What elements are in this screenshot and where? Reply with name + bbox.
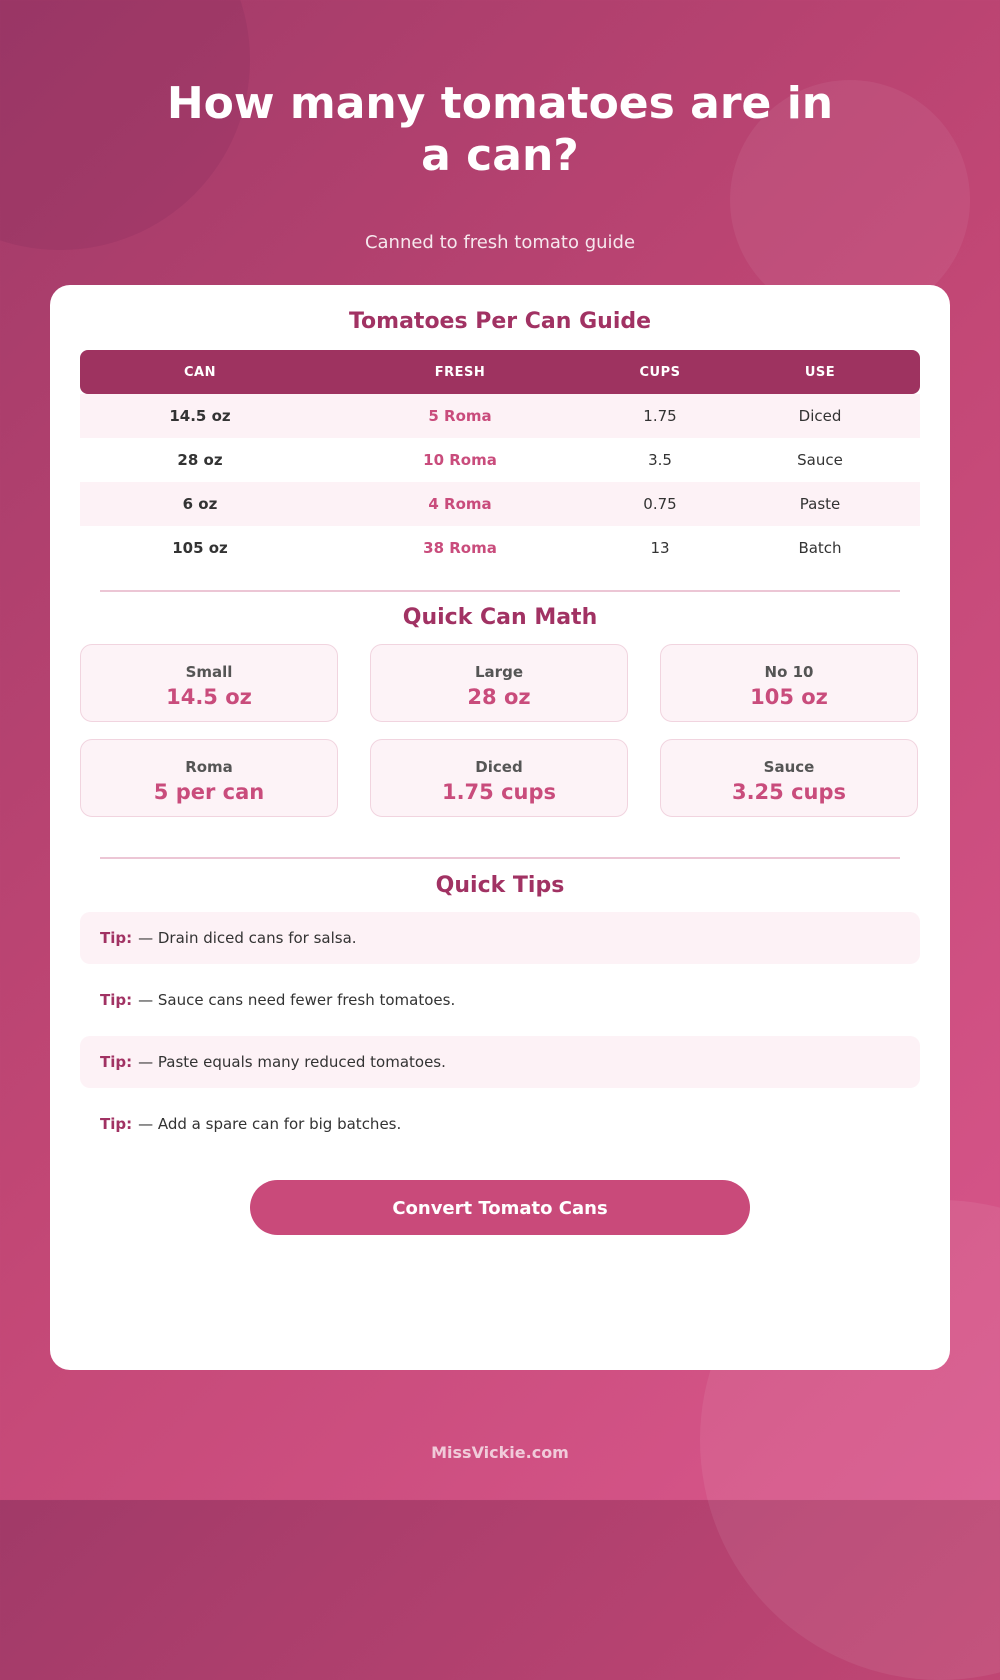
cell-fresh: 5 Roma xyxy=(428,407,492,425)
guide-section-title: Tomatoes Per Can Guide xyxy=(348,309,652,334)
tip-label: Tip: xyxy=(100,929,133,947)
cell-use: Batch xyxy=(798,539,842,557)
table-row xyxy=(80,482,920,526)
cell-can: 28 oz xyxy=(177,451,223,469)
section-divider xyxy=(100,590,900,592)
table-header xyxy=(80,350,920,394)
stat-label: Sauce xyxy=(763,758,815,776)
tips-list xyxy=(80,912,920,1160)
site-footer-link[interactable]: MissVickie.com xyxy=(431,1443,569,1462)
stat-value: 105 oz xyxy=(750,685,828,709)
stat-label: Large xyxy=(475,663,523,681)
stat-card-diced xyxy=(370,739,628,817)
guide-card xyxy=(50,285,950,1370)
quick-tips-title: Quick Tips xyxy=(435,873,565,898)
cell-can: 105 oz xyxy=(172,539,228,557)
tip-text: — Paste equals many reduced tomatoes. xyxy=(138,1053,446,1071)
stat-value: 5 per can xyxy=(153,780,265,804)
stat-card-no10 xyxy=(660,644,918,722)
stat-label: Roma xyxy=(185,758,233,776)
stat-value: 1.75 cups xyxy=(441,780,557,804)
tip-text: — Sauce cans need fewer fresh tomatoes. xyxy=(138,991,456,1009)
table-row xyxy=(80,438,920,482)
cell-use: Sauce xyxy=(797,451,843,469)
cell-fresh: 4 Roma xyxy=(428,495,492,513)
cell-cups: 13 xyxy=(650,539,670,557)
cell-cups: 3.5 xyxy=(648,451,672,469)
tip-label: Tip: xyxy=(100,1115,133,1133)
column-header-can: CAN xyxy=(184,364,216,380)
stat-value: 3.25 cups xyxy=(731,780,847,804)
tip-item xyxy=(80,1098,920,1150)
page-title: How many tomatoes are in a can? xyxy=(166,78,834,181)
section-divider xyxy=(100,857,900,859)
tip-text: — Add a spare can for big batches. xyxy=(138,1115,402,1133)
tip-text: — Drain diced cans for salsa. xyxy=(138,929,357,947)
page-subtitle: Canned to fresh tomato guide xyxy=(364,232,636,253)
cell-cups: 1.75 xyxy=(643,407,677,425)
cell-can: 14.5 oz xyxy=(169,407,231,425)
convert-tomato-cans-button[interactable]: Convert Tomato Cans xyxy=(250,1180,750,1235)
table-row xyxy=(80,394,920,438)
cell-cups: 0.75 xyxy=(643,495,677,513)
stat-card-sauce xyxy=(660,739,918,817)
column-header-use: USE xyxy=(804,364,836,380)
quick-can-math-title: Quick Can Math xyxy=(402,605,598,630)
stat-label: Diced xyxy=(475,758,523,776)
cell-use: Paste xyxy=(799,495,841,513)
table-row xyxy=(80,526,920,570)
tip-item xyxy=(80,974,920,1026)
cell-fresh: 10 Roma xyxy=(423,451,497,469)
tip-item xyxy=(80,1036,920,1088)
cell-can: 6 oz xyxy=(182,495,218,513)
tip-item xyxy=(80,912,920,964)
column-header-cups: CUPS xyxy=(639,364,681,380)
stat-value: 28 oz xyxy=(467,685,531,709)
stat-label: No 10 xyxy=(764,663,814,681)
tip-label: Tip: xyxy=(100,991,133,1009)
stat-card-large xyxy=(370,644,628,722)
column-header-fresh: FRESH xyxy=(434,364,486,380)
stat-card-small xyxy=(80,644,338,722)
tip-label: Tip: xyxy=(100,1053,133,1071)
cell-use: Diced xyxy=(798,407,842,425)
tomatoes-per-can-table xyxy=(80,350,920,570)
stat-label: Small xyxy=(185,663,233,681)
stat-value: 14.5 oz xyxy=(166,685,252,709)
cell-fresh: 38 Roma xyxy=(423,539,497,557)
stat-card-roma xyxy=(80,739,338,817)
